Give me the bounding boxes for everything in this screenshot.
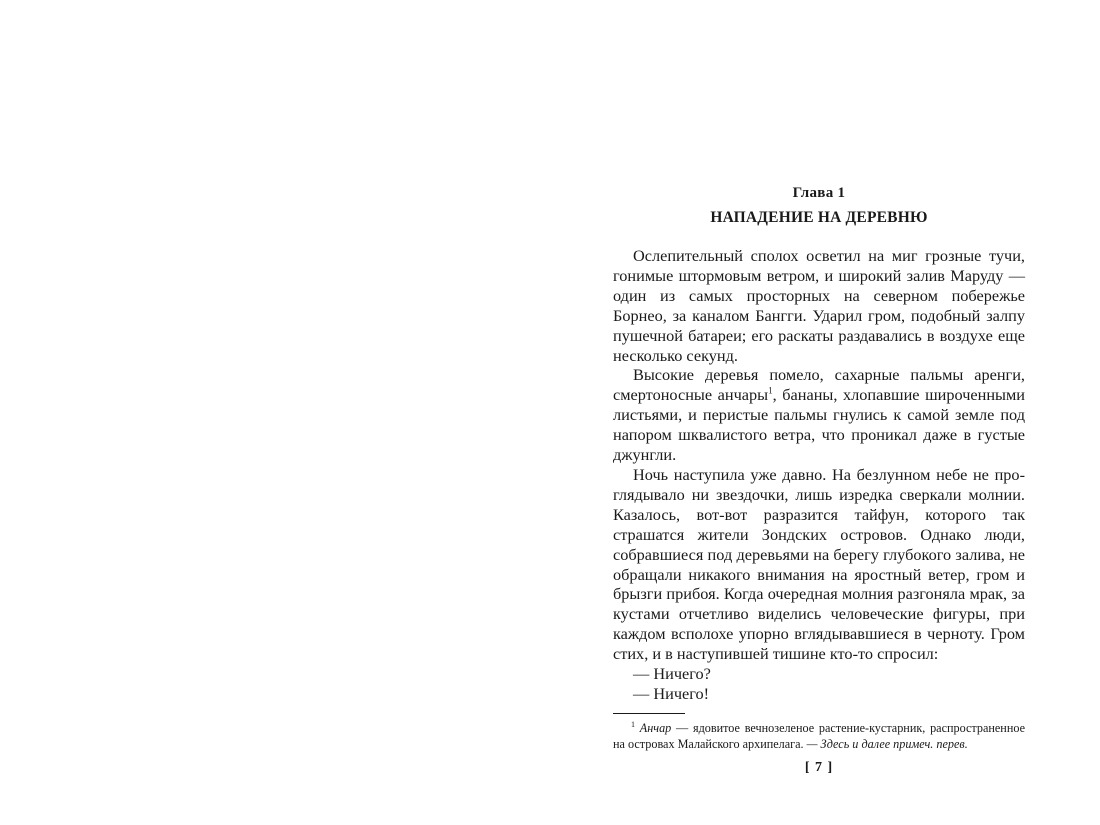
footnote-divider <box>613 713 685 714</box>
footnote-reference[interactable]: 1 <box>768 385 773 396</box>
footnote-marker: 1 <box>631 719 635 729</box>
paragraph-2-text-b: , бананы, хлопавшие широченными листьями, и перистые пальмы гнулись к самой земле под напором шквалистого ветра, что проникал даже в густые джунгли. <box>613 385 1026 465</box>
footnote-text: — ядовитое вечнозеленое растение-кустарник, распространенное на островах Малайского архипелага. <box>613 720 1026 751</box>
footnote-term: Анчар <box>639 720 672 735</box>
paragraph-2 <box>613 365 1025 465</box>
dialogue-line-2: — Ничего! <box>633 683 710 703</box>
page-number: [ 7 ] <box>804 760 834 775</box>
text-block <box>613 183 1025 752</box>
chapter-number: Глава 1 <box>792 185 846 201</box>
paragraph-1: Ослепительный сполох осветил на миг грозные тучи, гонимые штормовым ветром, и широкий залив Маруду — один из самых просторных на северном побережье Борнео, за каналом Бангги. Ударил гром, подобный залпу пушечной батареи; его раскаты раздавались в воздухе еще несколько секунд. <box>613 246 1025 365</box>
paragraph-2-text-a: Высокие деревья помело, сахарные пальмы аренги, смертоносные анчары <box>613 365 1025 405</box>
dialogue-line-1: — Ничего? <box>633 664 711 684</box>
chapter-body <box>613 246 1025 704</box>
right-page <box>550 0 1100 825</box>
chapter-title: НАПАДЕНИЕ НА ДЕРЕВНЮ <box>710 209 928 226</box>
paragraph-3: Ночь наступила уже давно. На безлунном небе не проглядывало ни звездочки, лишь изредка сверкали молнии. Казалось, вот-вот разразится тайфун, которого так страшатся жители Зондских островов. Однако люди, собравшиеся под деревьями на берегу глубокого залива, не обращали никакого внимания на яростный ветер, гром и брызги прибоя. Когда очередная молния разгоняла мрак, за кустами отчетливо виделись человеческие фигуры, при каждом всполохе упорно вглядывавшиеся в черноту. Гром стих, и в наступившей тишине кто-то спросил: <box>613 464 1025 664</box>
footnote-note: — Здесь и далее примеч. перев. <box>806 736 968 751</box>
footnote <box>613 720 1025 752</box>
